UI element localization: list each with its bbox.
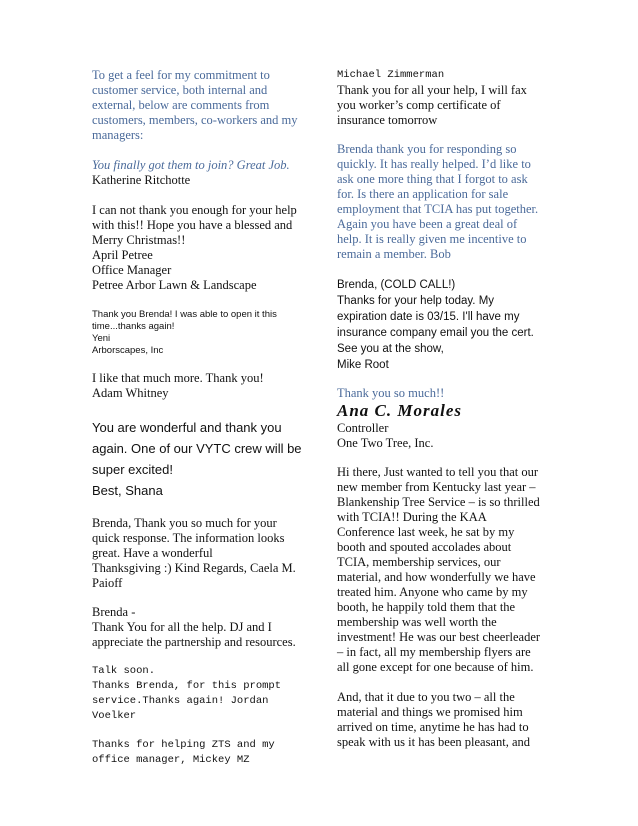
text-line: Talk soon. — [92, 665, 156, 677]
adam-comment — [92, 371, 340, 401]
text-line: See you at the show, — [337, 343, 444, 355]
text-line: – in fact, all my membership flyers are — [337, 645, 531, 659]
right-column — [337, 68, 585, 750]
text-line: To get a feel for my commitment to — [92, 68, 270, 82]
text-line: help. It is really given me incentive to — [337, 232, 527, 246]
text-line: Brenda, Thank you so much for your — [92, 516, 277, 530]
text-line: Thanks for your help today. My — [337, 295, 495, 307]
mike-comment — [337, 277, 585, 373]
text-line: Mike Root — [337, 359, 389, 371]
katherine-name: Katherine Ritchotte — [92, 173, 191, 187]
michael-comment — [337, 83, 585, 128]
text-line: Controller — [337, 421, 389, 435]
michael-name — [337, 68, 585, 83]
text-line: Merry Christmas!! — [92, 233, 186, 247]
text-line: Brenda, (COLD CALL!) — [337, 279, 456, 291]
text-line: April Petree — [92, 248, 153, 262]
text-line: material and things we promised him — [337, 705, 523, 719]
text-line: quick response. The information looks — [92, 531, 285, 545]
intro-paragraph — [92, 68, 340, 143]
left-column — [92, 68, 340, 768]
text-line: for. Is there an application for sale — [337, 187, 509, 201]
text-line: Thanks Brenda, for this prompt — [92, 680, 282, 692]
kentucky-paragraph — [337, 465, 585, 675]
text-line: Thank you for all your help, I will fax — [337, 83, 527, 97]
text-line: again. One of our VYTC crew will be — [92, 441, 302, 456]
text-line: Arborscapes, Inc — [92, 345, 164, 356]
text-line: Brenda thank you for responding so — [337, 142, 517, 156]
text-line: booth and spouted accolades about — [337, 540, 512, 554]
dj-comment — [92, 605, 340, 650]
text-line: speak with us it has been pleasant, and — [337, 735, 531, 749]
text-line: I can not thank you enough for your help — [92, 203, 297, 217]
shana-comment — [92, 417, 340, 501]
text-line: quickly. It has really helped. I’d like to — [337, 157, 531, 171]
text-line: One Two Tree, Inc. — [337, 436, 434, 450]
text-line: Thanks for helping ZTS and my — [92, 739, 275, 751]
text-line: remain a member. Bob — [337, 247, 451, 261]
text-line: service.Thanks again! Jordan — [92, 695, 269, 707]
caela-comment — [92, 516, 340, 591]
text-line: Yeni — [92, 333, 111, 344]
text-line: investment! He was our best cheerleader — [337, 630, 541, 644]
text-line: Voelker — [92, 710, 137, 722]
text-line: time...thanks again! — [92, 321, 175, 332]
text-line: arrived on time, anytime he has had to — [337, 720, 529, 734]
text-line: Conference last week, he sat by my — [337, 525, 515, 539]
jordan-comment — [92, 664, 340, 724]
ana-thanks-text: Thank you so much!! — [337, 386, 445, 400]
text-line: booth, he happily told them that the — [337, 600, 516, 614]
text-line: Best, Shana — [92, 483, 163, 498]
ana-signature-text: Ana C. Morales — [337, 401, 462, 420]
mickey-comment — [92, 738, 340, 768]
text-line: treated him. Anyone who came by my — [337, 585, 528, 599]
text-line: You are wonderful and thank you — [92, 420, 282, 435]
text-line: super excited! — [92, 462, 173, 477]
text-line: Thanksgiving :) Kind Regards, Caela M. — [92, 561, 296, 575]
text-line: Paioff — [92, 576, 123, 590]
text-line: customer service, both internal and — [92, 83, 268, 97]
text-line: employment that TCIA has put together. — [337, 202, 539, 216]
text-line: insurance tomorrow — [337, 113, 438, 127]
text-line: insurance company email you the cert. — [337, 327, 534, 339]
text-line: I like that much more. Thank you! — [92, 371, 264, 385]
text-line: with TCIA!! During the KAA — [337, 510, 487, 524]
text-line: managers: — [92, 128, 144, 142]
text-line: Petree Arbor Lawn & Landscape — [92, 278, 257, 292]
text-line: Thank You for all the help. DJ and I — [92, 620, 272, 634]
text-line: Hi there, Just wanted to tell you that our — [337, 465, 539, 479]
ana-title — [337, 421, 585, 451]
text-line: And, that it due to you two – all the — [337, 690, 515, 704]
closing-paragraph — [337, 690, 585, 750]
ana-thanks — [337, 386, 585, 401]
text-line: appreciate the partnership and resources. — [92, 635, 296, 649]
text-line: great. Have a wonderful — [92, 546, 213, 560]
text-line: you worker’s comp certificate of — [337, 98, 501, 112]
text-line: Adam Whitney — [92, 386, 169, 400]
text-line: with this!! Hope you have a blessed and — [92, 218, 293, 232]
text-line: ask one more thing that I forgot to ask — [337, 172, 528, 186]
text-line: office manager, Mickey MZ — [92, 754, 250, 766]
text-line: all gone except for one because of him. — [337, 660, 534, 674]
text-line: Brenda - — [92, 605, 136, 619]
ana-signature — [337, 401, 585, 421]
text-line: customers, members, co-workers and my — [92, 113, 298, 127]
text-line: external, below are comments from — [92, 98, 270, 112]
text-line: membership was well worth the — [337, 615, 497, 629]
text-line: expiration date is 03/15. I'll have my — [337, 311, 520, 323]
yeni-comment — [92, 309, 340, 357]
bob-comment — [337, 142, 585, 262]
text-line: Thank you Brenda! I was able to open it this — [92, 309, 277, 320]
text-line: TCIA, membership services, our — [337, 555, 501, 569]
april-comment — [92, 203, 340, 293]
text-line: new member from Kentucky last year – — [337, 480, 536, 494]
text-line: Blankenship Tree Service – is so thrilled — [337, 495, 540, 509]
text-line: material, and how wonderfully we have — [337, 570, 536, 584]
michael-name-text: Michael Zimmerman — [337, 69, 445, 81]
katherine-quote: You finally got them to join? Great Job. — [92, 158, 290, 172]
katherine-comment — [92, 158, 340, 188]
text-line: Office Manager — [92, 263, 172, 277]
text-line: Again you have been a great deal of — [337, 217, 518, 231]
